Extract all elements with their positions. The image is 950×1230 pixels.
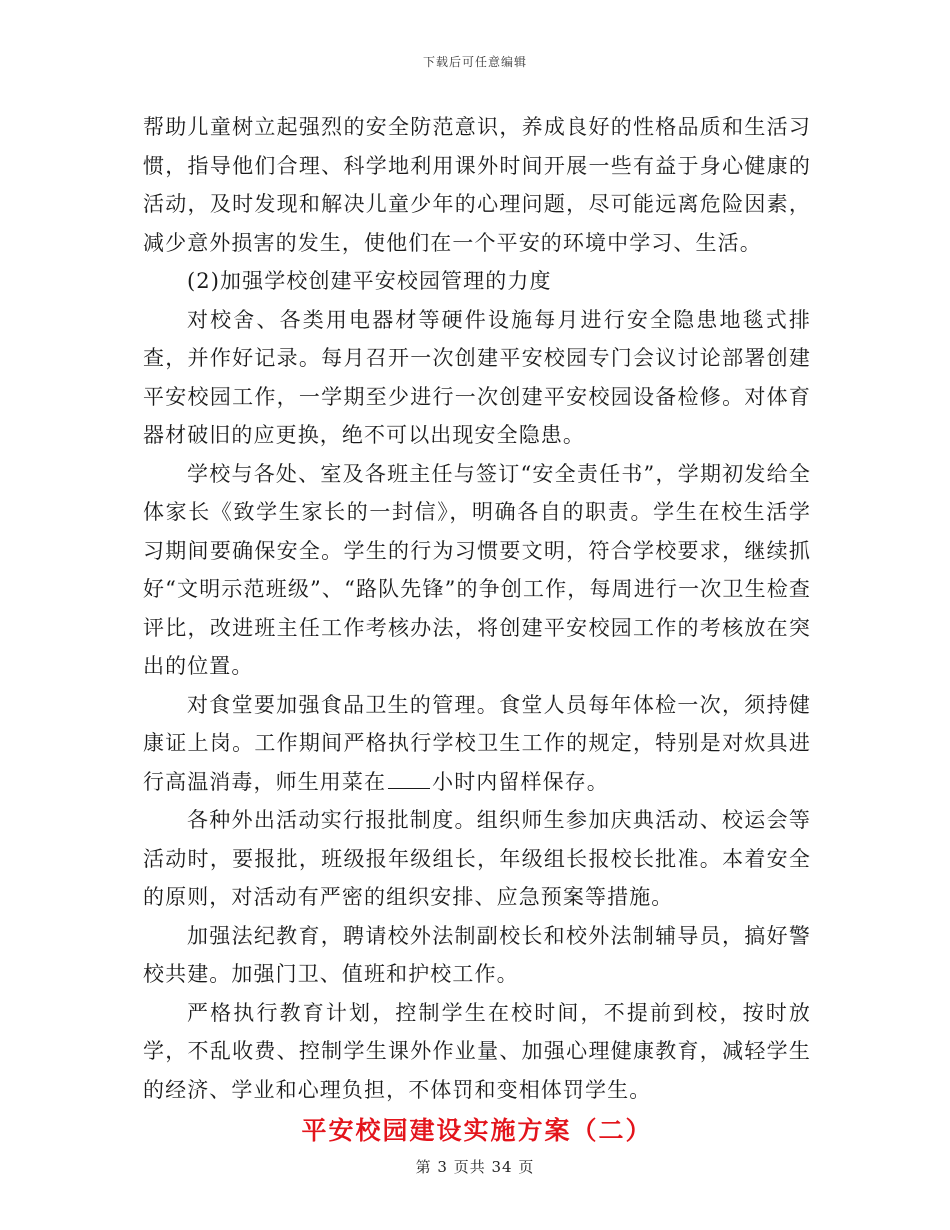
section-title: 平安校园建设实施方案（二） bbox=[301, 1116, 653, 1145]
fill-in-blank bbox=[388, 766, 430, 789]
page-number-footer: 第 3 页共 34 页 bbox=[415, 1158, 535, 1176]
paragraph-6: 加强法纪教育，聘请校外法制副校长和校外法制辅导员，搞好警校共建。加强门卫、值班和护校工作。 bbox=[143, 923, 811, 986]
paragraph-1: 帮助儿童树立起强烈的安全防范意识，养成良好的性格品质和生活习惯，指导他们合理、科学地利用课外时间开展一些有益于身心健康的活动，及时发现和解决儿童少年的心理问题，尽可能远离危险因素，减少意外损害的发生，使他们在一个平安的环境中学习、生活。 bbox=[143, 115, 811, 255]
paragraph-5: 各种外出活动实行报批制度。组织师生参加庆典活动、校运会等活动时，要报批，班级报年级组长，年级组长报校长批准。本着安全的原则，对活动有严密的组织安排、应急预案等措施。 bbox=[143, 808, 811, 909]
subheading-2: (2)加强学校创建平安校园管理的力度 bbox=[187, 269, 552, 293]
paragraph-4 bbox=[143, 686, 811, 802]
paragraph-2: 对校舍、各类用电器材等硬件设施每月进行安全隐患地毯式排查，并作好记录。每月召开一次创建平安校园专门会议讨论部署创建平安校园工作，一学期至少进行一次创建平安校园设备检修。对体育器材破旧的应更换，绝不可以出现安全隐患。 bbox=[143, 307, 811, 447]
paragraph-3: 学校与各处、室及各班主任与签订“安全责任书”，学期初发给全体家长《致学生家长的一封信》，明确各自的职责。学生在校生活学习期间要确保安全。学生的行为习惯要文明，符合学校要求，继续抓好“文明示范班级”、“路队先锋”的争创工作，每周进行一次卫生检查评比，改进班主任工作考核办法，将创建平安校园工作的考核放在突出的位置。 bbox=[143, 461, 811, 678]
paragraph-4-text-after: 小时内留样保存。 bbox=[432, 769, 609, 794]
paragraph-7: 严格执行教育计划，控制学生在校时间，不提前到校，按时放学，不乱收费、控制学生课外作业量、加强心理健康教育，减轻学生的经济、学业和心理负担，不体罚和变相体罚学生。 bbox=[143, 1000, 811, 1102]
document-body bbox=[143, 108, 811, 1151]
paragraph-4-text-before: 对食堂要加强食品卫生的管理。食堂人员每年体检一次，须持健康证上岗。工作期间严格执行学校卫生工作的规定，特别是对炊具进行高温消毒，师生用菜在 bbox=[143, 692, 811, 794]
page-header-note: 下载后可任意编辑 bbox=[422, 55, 527, 69]
